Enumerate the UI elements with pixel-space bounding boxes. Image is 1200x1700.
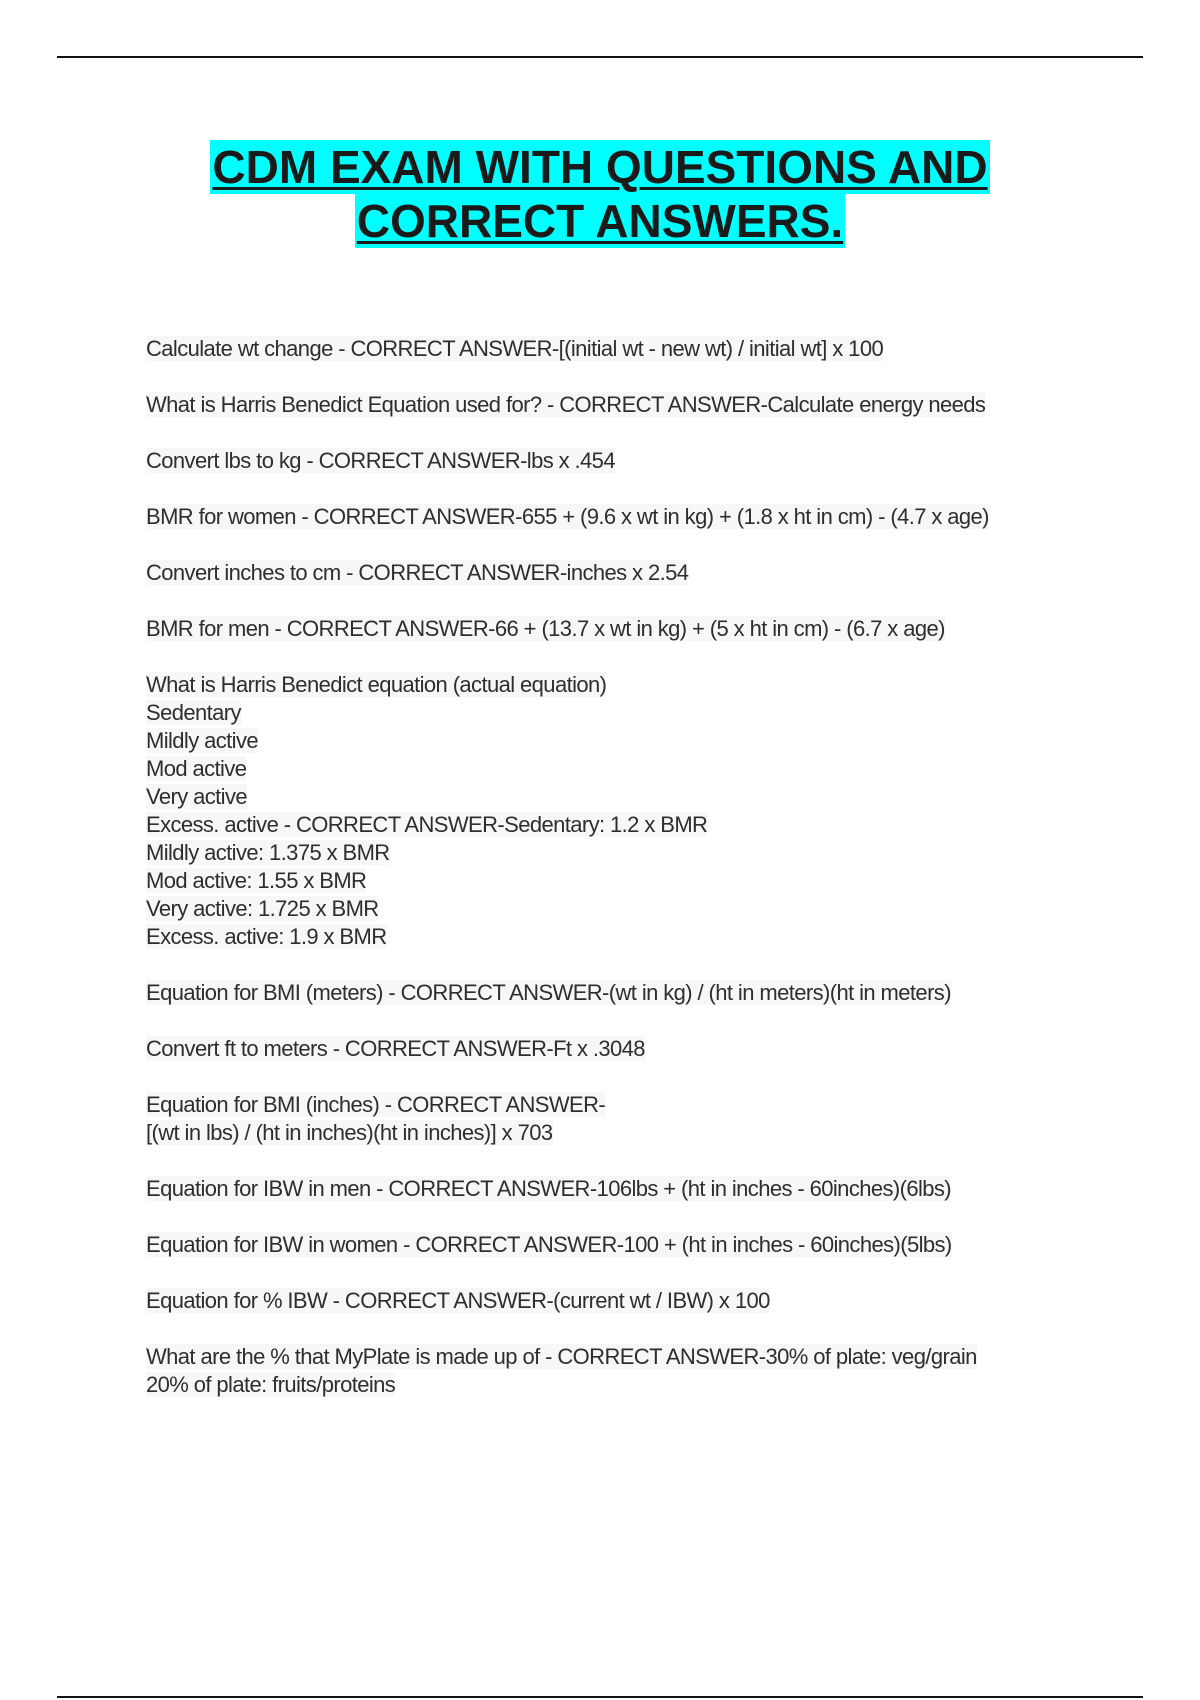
qa-text: Equation for BMI (inches) - CORRECT ANSWER- <box>146 1092 606 1117</box>
qa-item <box>146 391 1106 419</box>
qa-text: Excess. active: 1.9 x BMR <box>146 924 387 949</box>
qa-text: Convert inches to cm - CORRECT ANSWER-inches x 2.54 <box>146 560 689 585</box>
qa-line <box>146 727 1106 755</box>
qa-text: What are the % that MyPlate is made up of - CORRECT ANSWER-30% of plate: veg/grain <box>146 1344 977 1369</box>
qa-text: Equation for BMI (meters) - CORRECT ANSWER-(wt in kg) / (ht in meters)(ht in meters) <box>146 980 951 1005</box>
qa-line <box>146 923 1106 951</box>
qa-text: Equation for IBW in women - CORRECT ANSWER-100 + (ht in inches - 60inches)(5lbs) <box>146 1232 952 1257</box>
qa-text: Mildly active: 1.375 x BMR <box>146 840 390 865</box>
qa-text: Calculate wt change - CORRECT ANSWER-[(initial wt - new wt) / initial wt] x 100 <box>146 336 884 361</box>
qa-line <box>146 391 1106 419</box>
qa-item <box>146 1287 1106 1315</box>
bottom-rule <box>57 1696 1143 1698</box>
qa-line <box>146 559 1106 587</box>
qa-text: Very active <box>146 784 248 809</box>
qa-item <box>146 671 1106 951</box>
qa-text: 20% of plate: fruits/proteins <box>146 1372 396 1397</box>
qa-text: What is Harris Benedict equation (actual equation) <box>146 672 607 697</box>
title-line-1: CDM EXAM WITH QUESTIONS AND <box>212 141 988 193</box>
qa-item <box>146 979 1106 1007</box>
qa-line <box>146 699 1106 727</box>
qa-line <box>146 447 1106 475</box>
qa-line <box>146 671 1106 699</box>
qa-text: BMR for women - CORRECT ANSWER-655 + (9.6 x wt in kg) + (1.8 x ht in cm) - (4.7 x age) <box>146 504 989 529</box>
qa-list <box>146 335 1106 1427</box>
qa-line <box>146 615 1106 643</box>
qa-text: Excess. active - CORRECT ANSWER-Sedentary: 1.2 x BMR <box>146 812 708 837</box>
qa-line <box>146 335 1106 363</box>
qa-item <box>146 1035 1106 1063</box>
qa-item <box>146 1343 1106 1399</box>
qa-item <box>146 615 1106 643</box>
qa-line <box>146 867 1106 895</box>
qa-text: Very active: 1.725 x BMR <box>146 896 379 921</box>
qa-item <box>146 1091 1106 1147</box>
qa-item <box>146 559 1106 587</box>
qa-line <box>146 1119 1106 1147</box>
title-line-2: CORRECT ANSWERS. <box>356 195 844 247</box>
qa-line <box>146 1175 1106 1203</box>
qa-text: Mod active: 1.55 x BMR <box>146 868 367 893</box>
qa-text: Mod active <box>146 756 247 781</box>
qa-line <box>146 895 1106 923</box>
qa-line <box>146 1091 1106 1119</box>
qa-line <box>146 979 1106 1007</box>
qa-text: [(wt in lbs) / (ht in inches)(ht in inches)] x 703 <box>146 1120 553 1145</box>
qa-item <box>146 1231 1106 1259</box>
document-title <box>0 140 1200 248</box>
qa-text: Sedentary <box>146 700 241 725</box>
qa-line <box>146 1343 1106 1371</box>
qa-line <box>146 1231 1106 1259</box>
qa-line <box>146 1371 1106 1399</box>
qa-line <box>146 839 1106 867</box>
qa-line <box>146 1035 1106 1063</box>
top-rule <box>57 56 1143 58</box>
qa-text: What is Harris Benedict Equation used for? - CORRECT ANSWER-Calculate energy needs <box>146 392 986 417</box>
qa-line <box>146 755 1106 783</box>
qa-text: Equation for IBW in men - CORRECT ANSWER-106lbs + (ht in inches - 60inches)(6lbs) <box>146 1176 952 1201</box>
qa-line <box>146 503 1106 531</box>
qa-line <box>146 783 1106 811</box>
qa-item <box>146 1175 1106 1203</box>
qa-line <box>146 1287 1106 1315</box>
qa-item <box>146 335 1106 363</box>
qa-line <box>146 811 1106 839</box>
qa-item <box>146 503 1106 531</box>
qa-text: Convert lbs to kg - CORRECT ANSWER-lbs x .454 <box>146 448 615 473</box>
qa-text: Equation for % IBW - CORRECT ANSWER-(current wt / IBW) x 100 <box>146 1288 770 1313</box>
qa-text: Mildly active <box>146 728 259 753</box>
qa-item <box>146 447 1106 475</box>
qa-text: BMR for men - CORRECT ANSWER-66 + (13.7 x wt in kg) + (5 x ht in cm) - (6.7 x age) <box>146 616 945 641</box>
qa-text: Convert ft to meters - CORRECT ANSWER-Ft x .3048 <box>146 1036 645 1061</box>
